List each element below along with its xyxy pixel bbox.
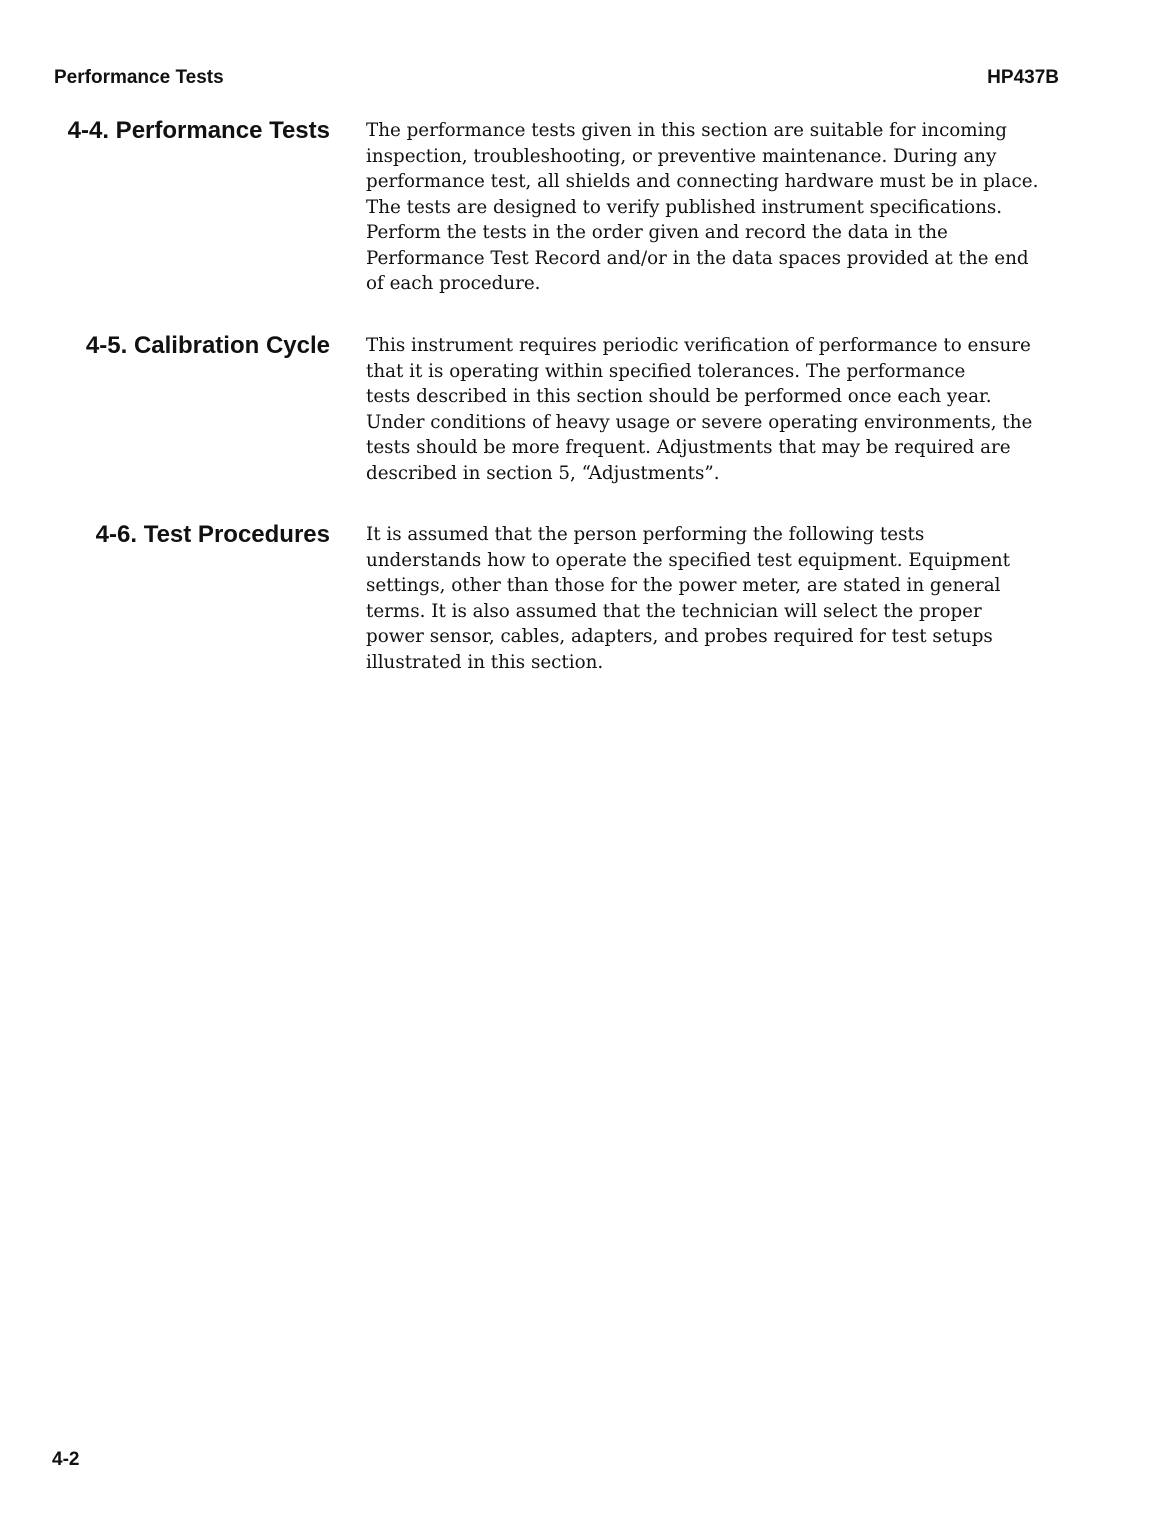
page-number: 4-2 [52,1449,80,1470]
section-heading: 4-4. Performance Tests [67,117,330,144]
body-line: terms. It is also assumed that the technician will select the proper [366,600,982,622]
body-line: understands how to operate the specified test equipment. Equipment [366,549,1011,571]
body-line: The performance tests given in this section are suitable for incoming [366,120,1007,141]
body-line: Under conditions of heavy usage or severe operating environments, the [366,411,1033,433]
body-line: Perform the tests in the order given and record the data in the [366,222,948,243]
body-line: performance test, all shields and connecting hardware must be in place. [366,171,1039,192]
section-heading: 4-6. Test Procedures [95,521,330,548]
body-line: illustrated in this section. [366,651,604,673]
body-line: of each procedure. [366,273,541,294]
section-body [366,118,1066,297]
section-heading: 4-5. Calibration Cycle [85,332,330,359]
body-line: tests should be more frequent. Adjustments that may be required are [366,437,1011,458]
body-line: The tests are designed to verify published instrument specifications. [366,196,1003,218]
body-line: tests described in this section should be performed once each year. [366,386,992,407]
body-line: inspection, troubleshooting, or preventive maintenance. During any [366,145,997,167]
running-header-model: HP437B [987,67,1059,88]
section-body [366,522,1066,675]
running-header-title: Performance Tests [54,67,224,88]
body-line: This instrument requires periodic verification of performance to ensure [366,335,1031,356]
body-line: described in section 5, “Adjustments”. [366,462,720,484]
body-line: It is assumed that the person performing the following tests [366,524,925,545]
body-line: that it is operating within specified tolerances. The performance [366,360,966,382]
section-body [366,333,1066,486]
body-line: settings, other than those for the power meter, are stated in general [366,575,1001,596]
body-line: Performance Test Record and/or in the data spaces provided at the end [366,247,1029,269]
body-line: power sensor, cables, adapters, and probes required for test setups [366,626,993,647]
